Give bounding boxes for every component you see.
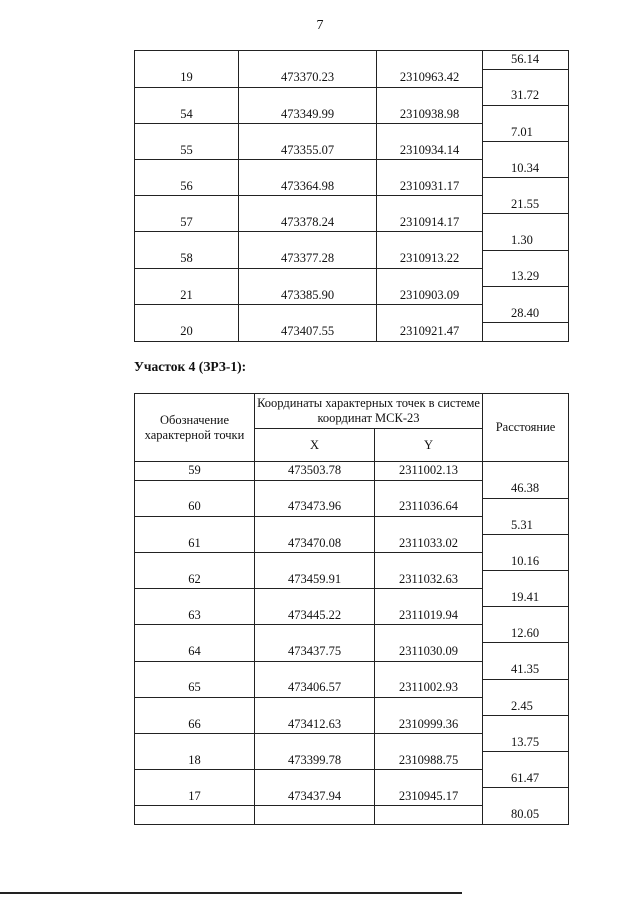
distance-cell: 80.05	[483, 806, 569, 825]
point-id-cell: 20	[135, 322, 239, 341]
x-coordinate-cell	[255, 552, 375, 570]
distance-row	[135, 304, 569, 322]
point-id-cell	[135, 87, 239, 105]
distance-row	[135, 733, 569, 751]
distance-cell: 21.55	[483, 196, 569, 214]
distance-row	[135, 196, 569, 214]
distance-cell	[483, 69, 569, 87]
y-coordinate-cell: 2311002.93	[375, 679, 483, 697]
x-coordinate-cell	[255, 697, 375, 715]
x-coordinate-cell: 473349.99	[239, 105, 377, 123]
y-coordinate-cell: 2310988.75	[375, 752, 483, 770]
point-id-cell	[135, 697, 255, 715]
point-row	[135, 498, 569, 516]
x-coordinate-cell	[255, 516, 375, 534]
point-row	[135, 715, 569, 733]
distance-row	[135, 480, 569, 498]
point-id-cell	[135, 770, 255, 788]
y-coordinate-cell: 2310963.42	[377, 69, 483, 87]
distance-row	[135, 661, 569, 679]
x-coordinate-cell	[239, 232, 377, 250]
point-id-cell: 66	[135, 715, 255, 733]
distance-cell	[483, 250, 569, 268]
y-coordinate-cell: 2310931.17	[377, 178, 483, 196]
header-y: Y	[375, 429, 483, 462]
section-heading: Участок 4 (ЗРЗ-1):	[134, 359, 247, 374]
point-id-cell: 60	[135, 498, 255, 516]
coordinates-table-plot-4	[134, 393, 569, 825]
y-coordinate-cell	[377, 87, 483, 105]
x-coordinate-cell	[255, 661, 375, 679]
y-coordinate-cell	[377, 268, 483, 286]
point-row	[135, 322, 569, 341]
y-coordinate-cell	[375, 770, 483, 788]
x-coordinate-cell: 473364.98	[239, 178, 377, 196]
y-coordinate-cell	[377, 160, 483, 178]
distance-cell: 19.41	[483, 589, 569, 607]
distance-cell: 2.45	[483, 697, 569, 715]
distance-cell	[483, 322, 569, 341]
point-row	[135, 752, 569, 770]
x-coordinate-cell	[239, 160, 377, 178]
x-coordinate-cell	[255, 589, 375, 607]
point-row	[135, 571, 569, 589]
distance-row	[135, 268, 569, 286]
coordinates-table-continued	[134, 50, 569, 342]
y-coordinate-cell	[377, 196, 483, 214]
distance-cell	[483, 679, 569, 697]
distance-row	[135, 625, 569, 643]
point-row	[135, 643, 569, 661]
x-coordinate-cell: 473406.57	[255, 679, 375, 697]
point-id-cell: 55	[135, 141, 239, 159]
distance-cell	[483, 571, 569, 589]
distance-cell: 56.14	[483, 51, 569, 70]
y-coordinate-cell	[375, 552, 483, 570]
distance-cell	[483, 286, 569, 304]
distance-cell	[483, 715, 569, 733]
point-id-cell	[135, 51, 239, 70]
y-coordinate-cell: 2310903.09	[377, 286, 483, 304]
point-row	[135, 462, 569, 481]
distance-cell	[483, 214, 569, 232]
y-coordinate-cell: 2311019.94	[375, 607, 483, 625]
point-id-cell: 54	[135, 105, 239, 123]
point-id-cell	[135, 661, 255, 679]
distance-cell	[483, 141, 569, 159]
header-distance: Расстояние	[483, 394, 569, 462]
distance-cell	[483, 178, 569, 196]
y-coordinate-cell: 2311036.64	[375, 498, 483, 516]
point-row	[135, 69, 569, 87]
distance-cell	[483, 788, 569, 806]
point-row	[135, 250, 569, 268]
point-id-cell	[135, 552, 255, 570]
x-coordinate-cell	[255, 806, 375, 825]
point-id-cell	[135, 733, 255, 751]
y-coordinate-cell: 2310945.17	[375, 788, 483, 806]
x-coordinate-cell: 473399.78	[255, 752, 375, 770]
distance-cell: 7.01	[483, 123, 569, 141]
distance-cell: 10.16	[483, 552, 569, 570]
distance-cell	[483, 534, 569, 552]
distance-cell	[483, 752, 569, 770]
point-id-cell: 17	[135, 788, 255, 806]
point-id-cell	[135, 480, 255, 498]
point-id-cell: 58	[135, 250, 239, 268]
x-coordinate-cell: 473437.75	[255, 643, 375, 661]
x-coordinate-cell	[239, 87, 377, 105]
x-coordinate-cell	[239, 304, 377, 322]
y-coordinate-cell: 2310913.22	[377, 250, 483, 268]
y-coordinate-cell: 2310921.47	[377, 322, 483, 341]
y-coordinate-cell	[375, 697, 483, 715]
distance-row	[135, 160, 569, 178]
distance-cell: 5.31	[483, 516, 569, 534]
header-point-designation: Обозначение характерной точки	[135, 394, 255, 462]
distance-row	[135, 697, 569, 715]
x-coordinate-cell	[239, 51, 377, 70]
x-coordinate-cell: 473407.55	[239, 322, 377, 341]
point-id-cell	[135, 625, 255, 643]
x-coordinate-cell: 473459.91	[255, 571, 375, 589]
distance-row	[135, 51, 569, 70]
point-id-cell: 56	[135, 178, 239, 196]
distance-row	[135, 123, 569, 141]
distance-cell: 46.38	[483, 480, 569, 498]
page-number: 7	[316, 18, 324, 33]
distance-cell: 10.34	[483, 160, 569, 178]
x-coordinate-cell: 473355.07	[239, 141, 377, 159]
x-coordinate-cell	[239, 196, 377, 214]
y-coordinate-cell	[377, 304, 483, 322]
point-id-cell: 65	[135, 679, 255, 697]
point-id-cell: 63	[135, 607, 255, 625]
y-coordinate-cell	[375, 516, 483, 534]
point-id-cell: 21	[135, 286, 239, 304]
x-coordinate-cell: 473412.63	[255, 715, 375, 733]
distance-cell: 12.60	[483, 625, 569, 643]
y-coordinate-cell	[375, 733, 483, 751]
distance-cell: 41.35	[483, 661, 569, 679]
x-coordinate-cell	[255, 770, 375, 788]
point-id-cell	[135, 516, 255, 534]
point-id-cell	[135, 806, 255, 825]
distance-cell: 13.29	[483, 268, 569, 286]
y-coordinate-cell: 2311030.09	[375, 643, 483, 661]
distance-row	[135, 806, 569, 825]
y-coordinate-cell	[375, 625, 483, 643]
y-coordinate-cell	[375, 806, 483, 825]
distance-cell: 31.72	[483, 87, 569, 105]
y-coordinate-cell	[377, 123, 483, 141]
footer-rule	[0, 892, 462, 894]
x-coordinate-cell: 473370.23	[239, 69, 377, 87]
y-coordinate-cell	[377, 51, 483, 70]
distance-cell	[483, 498, 569, 516]
point-id-cell: 61	[135, 534, 255, 552]
y-coordinate-cell	[375, 480, 483, 498]
point-row	[135, 607, 569, 625]
y-coordinate-cell	[375, 661, 483, 679]
y-coordinate-cell: 2311002.13	[375, 462, 483, 481]
y-coordinate-cell	[377, 232, 483, 250]
header-x: X	[255, 429, 375, 462]
point-id-cell: 19	[135, 69, 239, 87]
distance-cell	[483, 643, 569, 661]
distance-row	[135, 589, 569, 607]
point-row	[135, 105, 569, 123]
y-coordinate-cell: 2310934.14	[377, 141, 483, 159]
distance-cell	[483, 105, 569, 123]
point-id-cell	[135, 304, 239, 322]
x-coordinate-cell: 473385.90	[239, 286, 377, 304]
point-id-cell	[135, 196, 239, 214]
point-id-cell: 59	[135, 462, 255, 481]
x-coordinate-cell	[239, 123, 377, 141]
point-row	[135, 214, 569, 232]
point-id-cell	[135, 589, 255, 607]
distance-cell: 28.40	[483, 304, 569, 322]
point-id-cell	[135, 232, 239, 250]
distance-row	[135, 87, 569, 105]
point-row	[135, 141, 569, 159]
distance-row	[135, 770, 569, 788]
x-coordinate-cell	[255, 625, 375, 643]
y-coordinate-cell: 2310999.36	[375, 715, 483, 733]
x-coordinate-cell: 473445.22	[255, 607, 375, 625]
point-row	[135, 178, 569, 196]
x-coordinate-cell: 473378.24	[239, 214, 377, 232]
point-row	[135, 286, 569, 304]
point-id-cell: 18	[135, 752, 255, 770]
point-row	[135, 534, 569, 552]
distance-cell	[483, 462, 569, 481]
point-row	[135, 679, 569, 697]
x-coordinate-cell: 473377.28	[239, 250, 377, 268]
point-id-cell: 57	[135, 214, 239, 232]
point-id-cell	[135, 268, 239, 286]
y-coordinate-cell: 2310914.17	[377, 214, 483, 232]
x-coordinate-cell	[239, 268, 377, 286]
distance-row	[135, 552, 569, 570]
x-coordinate-cell: 473470.08	[255, 534, 375, 552]
y-coordinate-cell	[375, 589, 483, 607]
distance-cell: 1.30	[483, 232, 569, 250]
point-id-cell	[135, 123, 239, 141]
point-id-cell: 62	[135, 571, 255, 589]
y-coordinate-cell: 2311033.02	[375, 534, 483, 552]
x-coordinate-cell	[255, 733, 375, 751]
distance-row	[135, 516, 569, 534]
x-coordinate-cell: 473503.78	[255, 462, 375, 481]
x-coordinate-cell	[255, 480, 375, 498]
point-id-cell: 64	[135, 643, 255, 661]
header-coordinates: Координаты характерных точек в системе координат МСК-23	[255, 394, 483, 429]
distance-cell	[483, 607, 569, 625]
distance-cell: 61.47	[483, 770, 569, 788]
x-coordinate-cell: 473473.96	[255, 498, 375, 516]
y-coordinate-cell: 2311032.63	[375, 571, 483, 589]
distance-row	[135, 232, 569, 250]
y-coordinate-cell: 2310938.98	[377, 105, 483, 123]
point-id-cell	[135, 160, 239, 178]
x-coordinate-cell: 473437.94	[255, 788, 375, 806]
point-row	[135, 788, 569, 806]
distance-cell: 13.75	[483, 733, 569, 751]
